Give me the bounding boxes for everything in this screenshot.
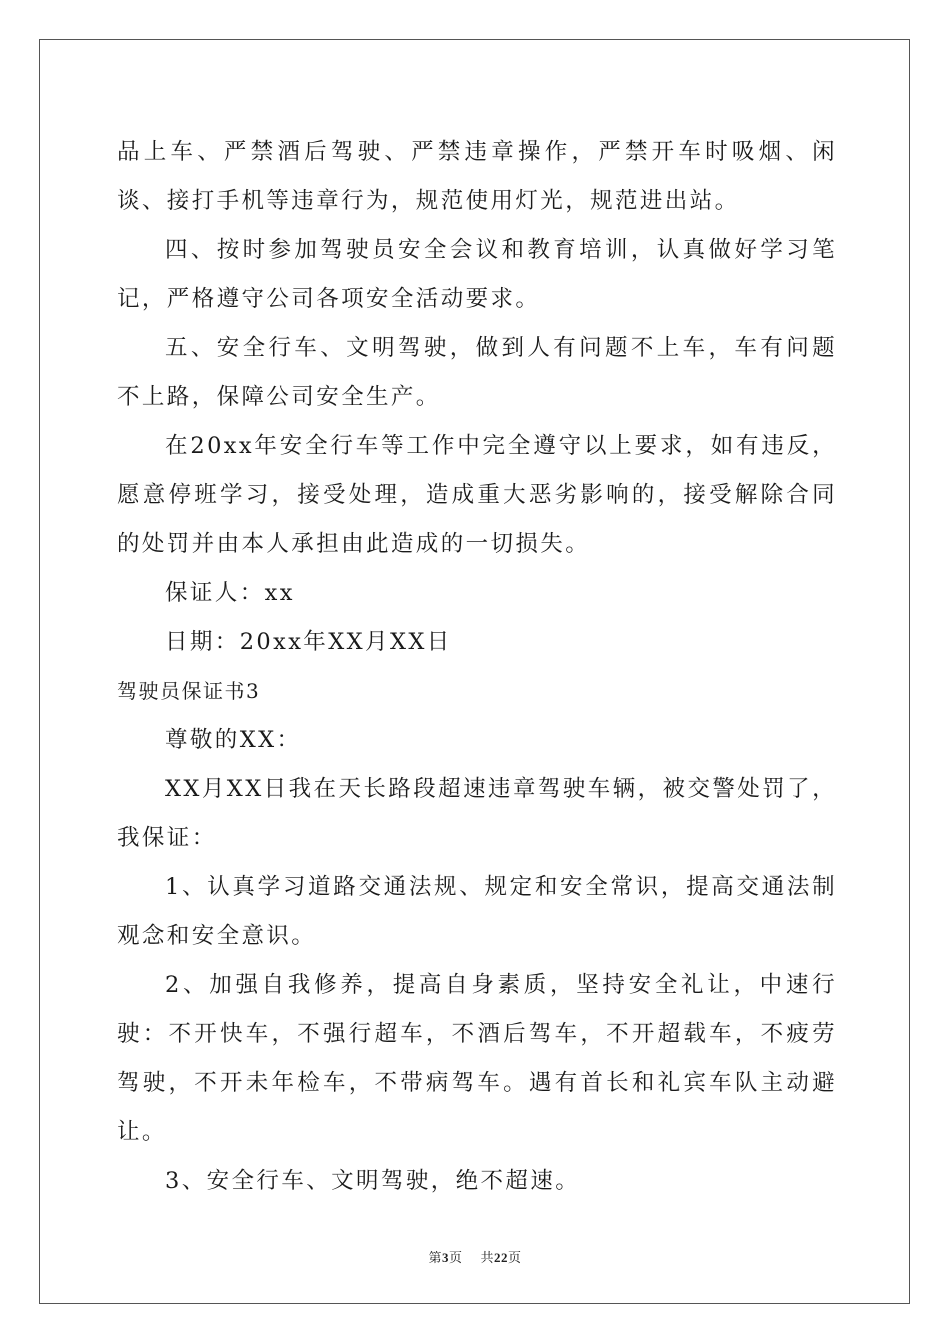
salutation: 尊敬的XX：	[165, 727, 302, 753]
page-current: 3	[441, 1250, 449, 1265]
paragraph-continuation: 品上车、严禁酒后驾驶、严禁违章操作，严禁开车时吸烟、闲谈、接打手机等违章行为，规范使用灯光，规范进出站。	[117, 139, 837, 214]
page-prefix: 第	[428, 1250, 442, 1265]
page-footer	[0, 1247, 950, 1266]
paragraph-incident: XX月XX日我在天长路段超速违章驾驶车辆，被交警处罚了，我保证：	[117, 776, 837, 851]
total-suffix: 页	[508, 1250, 522, 1265]
paragraph-item-3: 3、安全行车、文明驾驶，绝不超速。	[165, 1168, 581, 1194]
paragraph-item-five: 五、安全行车、文明驾驶，做到人有问题不上车，车有问题不上路，保障公司安全生产。	[117, 335, 837, 410]
paragraph-item-2: 2、加强自我修养，提高自身素质，坚持安全礼让，中速行驶：不开快车，不强行超车，不酒后驾车，不开超载车，不疲劳驾驶，不开未年检车，不带病驾车。遇有首长和礼宾车队主动避让。	[117, 972, 837, 1145]
paragraph-item-four: 四、按时参加驾驶员安全会议和教育培训，认真做好学习笔记，严格遵守公司各项安全活动要求。	[117, 237, 837, 312]
page-suffix: 页	[448, 1250, 463, 1265]
paragraph-commitment: 在20xx年安全行车等工作中完全遵守以上要求，如有违反，愿意停班学习，接受处理，造成重大恶劣影响的，接受解除合同的处罚并由本人承担由此造成的一切损失。	[117, 433, 837, 557]
section-title: 驾驶员保证书3	[117, 679, 261, 703]
date-line: 日期：20xx年XX月XX日	[165, 629, 452, 655]
page-total: 22	[494, 1250, 509, 1265]
guarantor-line: 保证人：xx	[165, 580, 295, 606]
paragraph-item-1: 1、认真学习道路交通法规、规定和安全常识，提高交通法制观念和安全意识。	[117, 874, 837, 949]
total-prefix: 共	[480, 1250, 495, 1265]
document-body	[117, 128, 837, 1206]
